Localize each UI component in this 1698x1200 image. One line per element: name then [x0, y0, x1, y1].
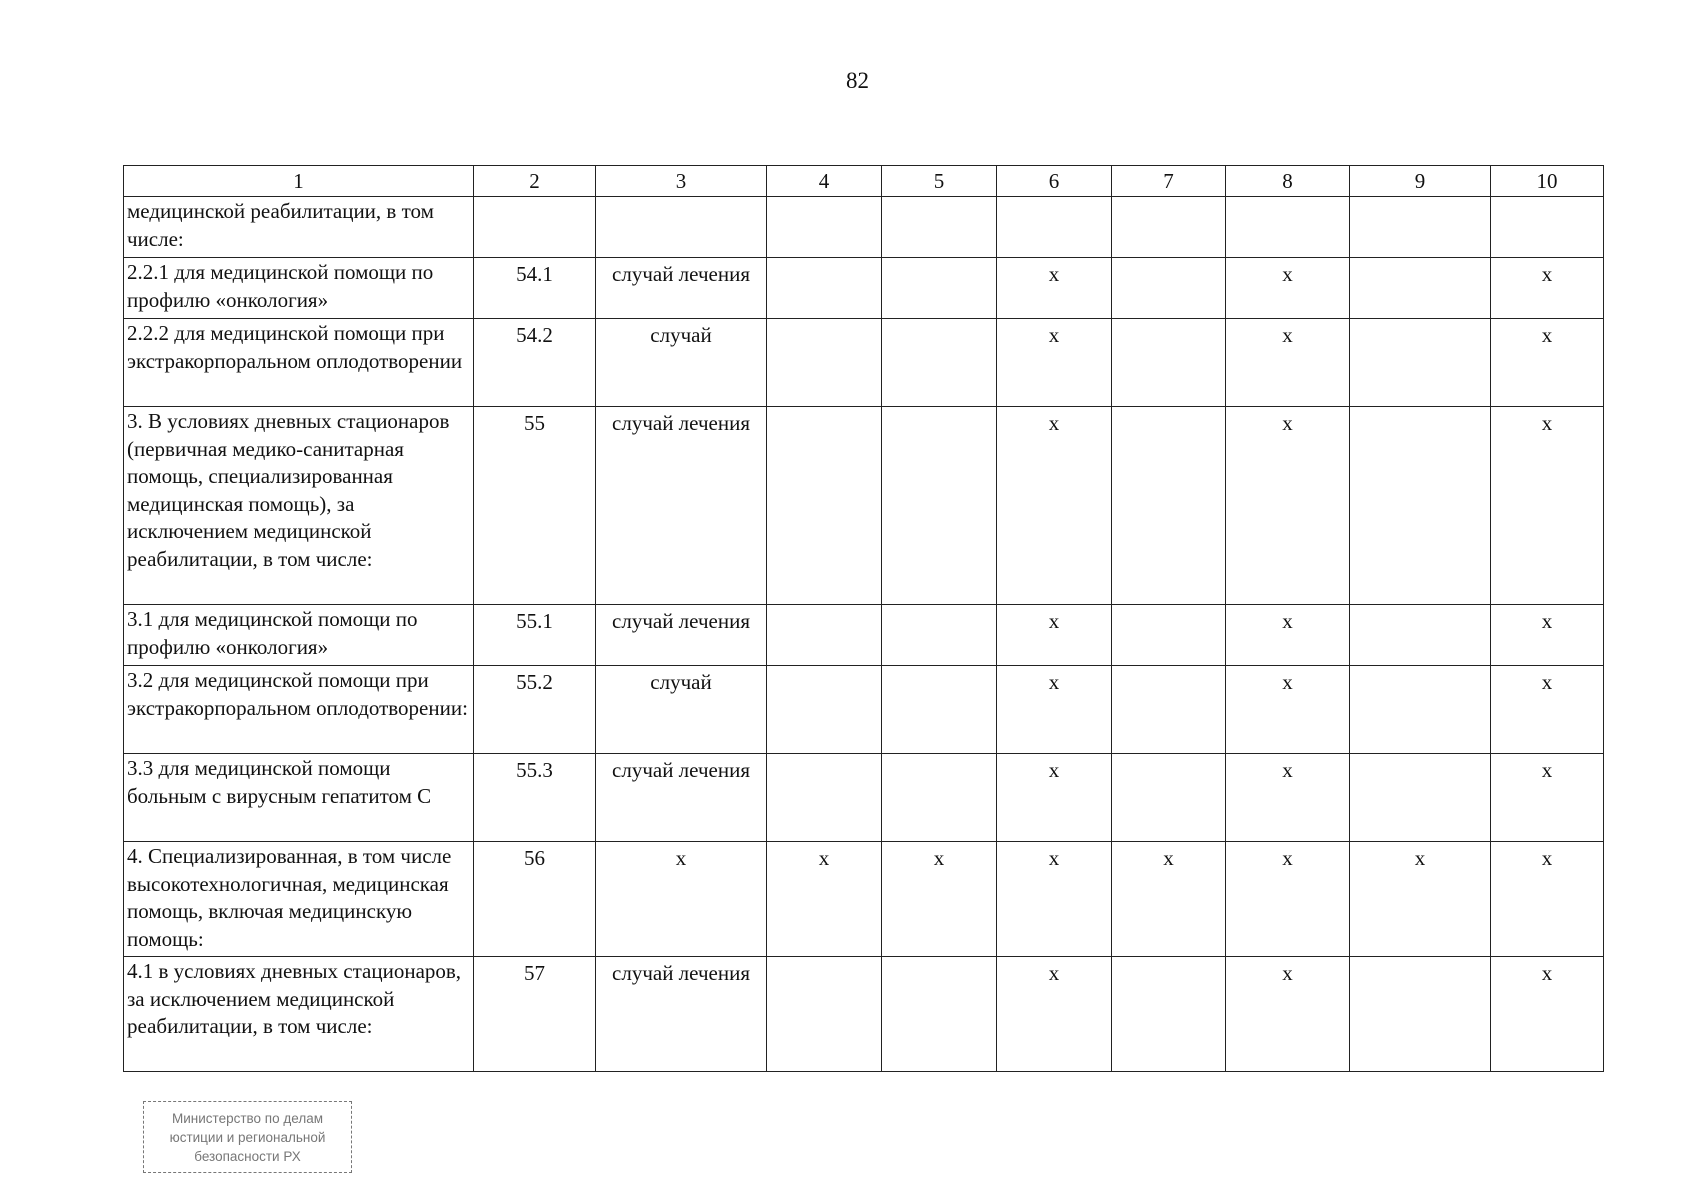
cell-value: х — [933, 846, 945, 870]
table-cell — [882, 407, 997, 605]
column-header: 2 — [474, 166, 596, 197]
table-cell — [997, 407, 1112, 605]
table-cell — [1350, 319, 1491, 407]
cell-value: случай — [650, 670, 712, 694]
registration-stamp — [143, 1101, 352, 1173]
cell-value: х — [1541, 758, 1553, 782]
table-cell — [1112, 258, 1226, 319]
table-cell — [882, 842, 997, 957]
table-cell — [1112, 957, 1226, 1072]
cell-value: х — [675, 846, 687, 870]
row-name-cell: 4. Специализированная, в том числе высокотехнологичная, медицинская помощь, включая медицинскую помощь: — [124, 842, 474, 957]
table-cell — [596, 258, 767, 319]
cell-value: х — [1282, 609, 1293, 633]
table-cell — [1350, 754, 1491, 842]
table-cell — [1112, 842, 1226, 957]
cell-value: х — [1541, 323, 1553, 347]
table-cell — [767, 754, 882, 842]
column-header: 8 — [1226, 166, 1350, 197]
table-cell — [882, 605, 997, 666]
cell-value: х — [1048, 670, 1060, 694]
cell-value: х — [1048, 262, 1060, 286]
cell-value: х — [1048, 758, 1060, 782]
table-row — [124, 754, 1604, 842]
table-cell — [1491, 407, 1604, 605]
table-cell — [596, 842, 767, 957]
table-cell — [1491, 666, 1604, 754]
table-cell — [997, 319, 1112, 407]
cell-value: х — [1048, 846, 1060, 870]
table-cell — [767, 605, 882, 666]
table-row — [124, 197, 1604, 258]
table-cell — [596, 197, 767, 258]
table-cell — [882, 319, 997, 407]
table-cell — [474, 407, 596, 605]
cell-value: х — [1541, 961, 1553, 985]
cell-value: случай — [650, 323, 712, 347]
cell-value: х — [1163, 846, 1174, 870]
cell-value: х — [1048, 609, 1060, 633]
table-cell — [882, 666, 997, 754]
table-cell — [1491, 258, 1604, 319]
table-cell — [596, 754, 767, 842]
table-cell — [1226, 666, 1350, 754]
table-cell — [596, 319, 767, 407]
column-header: 9 — [1350, 166, 1491, 197]
table-cell — [1112, 605, 1226, 666]
cell-value: случай лечения — [612, 758, 750, 782]
cell-value: х — [1414, 846, 1426, 870]
table-cell — [1491, 319, 1604, 407]
table-cell — [474, 842, 596, 957]
table-row — [124, 666, 1604, 754]
table-cell — [1112, 754, 1226, 842]
table-cell — [1350, 197, 1491, 258]
table-cell — [997, 605, 1112, 666]
cell-value: х — [1282, 262, 1293, 286]
cell-value: случай лечения — [612, 411, 750, 435]
column-header: 7 — [1112, 166, 1226, 197]
table-cell — [1112, 319, 1226, 407]
table-cell — [1226, 842, 1350, 957]
cell-value: х — [1048, 411, 1060, 435]
table-header-row — [124, 166, 1604, 197]
table-row — [124, 319, 1604, 407]
cell-value: х — [1541, 411, 1553, 435]
table-cell — [1491, 605, 1604, 666]
column-header: 6 — [997, 166, 1112, 197]
cell-value: х — [1282, 411, 1293, 435]
cell-value: случай лечения — [612, 609, 750, 633]
table-row — [124, 407, 1604, 605]
table-cell — [596, 666, 767, 754]
table-row — [124, 258, 1604, 319]
table-cell — [1226, 197, 1350, 258]
cell-value: х — [1541, 846, 1553, 870]
cell-value: 54.2 — [516, 323, 553, 347]
table-cell — [997, 258, 1112, 319]
table-cell — [1226, 319, 1350, 407]
table-cell — [1112, 666, 1226, 754]
cell-value: х — [1541, 262, 1553, 286]
table-cell — [474, 605, 596, 666]
stamp-line: юстиции и региональной — [169, 1130, 326, 1145]
cell-value: х — [1282, 846, 1293, 870]
table-cell — [1350, 258, 1491, 319]
row-name-cell: 4.1 в условиях дневных стационаров, за исключением медицинской реабилитации, в том числе: — [124, 957, 474, 1072]
table-cell — [882, 957, 997, 1072]
table-cell — [596, 407, 767, 605]
table-cell — [1226, 754, 1350, 842]
cell-value: случай лечения — [612, 961, 750, 985]
table-cell — [767, 197, 882, 258]
row-name-cell: медицинской реабилитации, в том числе: — [124, 197, 474, 258]
cell-value: х — [1541, 609, 1553, 633]
table-cell — [1491, 957, 1604, 1072]
cell-value: 54.1 — [516, 262, 553, 286]
cell-value: х — [1541, 670, 1553, 694]
stamp-line: безопасности РХ — [194, 1149, 301, 1164]
table-cell — [1226, 957, 1350, 1072]
cell-value: х — [818, 846, 830, 870]
column-header: 1 — [124, 166, 474, 197]
cell-value: 57 — [524, 961, 545, 985]
table-cell — [474, 957, 596, 1072]
table-cell — [767, 319, 882, 407]
row-name-cell: 2.2.1 для медицинской помощи по профилю «онкология» — [124, 258, 474, 319]
stamp-line: Министерство по делам — [172, 1111, 323, 1126]
table-cell — [1226, 407, 1350, 605]
cell-value: х — [1282, 670, 1293, 694]
table-cell — [882, 258, 997, 319]
table-cell — [882, 754, 997, 842]
table-cell — [474, 258, 596, 319]
cell-value: х — [1048, 323, 1060, 347]
data-table — [123, 165, 1604, 1072]
table-cell — [997, 957, 1112, 1072]
table-cell — [997, 754, 1112, 842]
row-name-cell: 3. В условиях дневных стационаров (первичная медико-санитарная помощь, специализированная медицинская помощь), за исключением медицинской реабилитации, в том числе: — [124, 407, 474, 605]
table-cell — [997, 666, 1112, 754]
table-cell — [1226, 605, 1350, 666]
table-cell — [596, 605, 767, 666]
table-cell — [474, 754, 596, 842]
table-cell — [1491, 754, 1604, 842]
cell-value: 55.1 — [516, 609, 553, 633]
table-cell — [1350, 842, 1491, 957]
table-cell — [767, 258, 882, 319]
table-cell — [596, 957, 767, 1072]
table-cell — [997, 197, 1112, 258]
table-cell — [1350, 407, 1491, 605]
cell-value: х — [1282, 323, 1293, 347]
table-row — [124, 957, 1604, 1072]
table-row — [124, 605, 1604, 666]
table-cell — [474, 319, 596, 407]
cell-value: х — [1048, 961, 1060, 985]
cell-value: х — [1282, 758, 1293, 782]
table-cell — [882, 197, 997, 258]
cell-value: х — [1282, 961, 1293, 985]
table-cell — [1350, 666, 1491, 754]
table-cell — [1491, 842, 1604, 957]
table-cell — [1226, 258, 1350, 319]
row-name-cell: 2.2.2 для медицинской помощи при экстракорпоральном оплодотворении — [124, 319, 474, 407]
table-cell — [997, 842, 1112, 957]
table-cell — [1491, 197, 1604, 258]
cell-value: 55.2 — [516, 670, 553, 694]
table-cell — [1350, 957, 1491, 1072]
page-number: 82 — [846, 68, 869, 93]
column-header: 10 — [1491, 166, 1604, 197]
table-cell — [474, 197, 596, 258]
table-cell — [767, 957, 882, 1072]
column-header: 5 — [882, 166, 997, 197]
row-name-cell: 3.2 для медицинской помощи при экстракорпоральном оплодотворении: — [124, 666, 474, 754]
row-name-cell: 3.1 для медицинской помощи по профилю «онкология» — [124, 605, 474, 666]
table-cell — [767, 407, 882, 605]
table-cell — [1350, 605, 1491, 666]
table-cell — [1112, 407, 1226, 605]
column-header: 3 — [596, 166, 767, 197]
cell-value: 55.3 — [516, 758, 553, 782]
table-cell — [767, 666, 882, 754]
cell-value: 55 — [524, 411, 545, 435]
table-row — [124, 842, 1604, 957]
table-cell — [474, 666, 596, 754]
cell-value: 56 — [524, 846, 545, 870]
table-cell — [1112, 197, 1226, 258]
row-name-cell: 3.3 для медицинской помощи больным с вирусным гепатитом С — [124, 754, 474, 842]
cell-value: случай лечения — [612, 262, 750, 286]
table-cell — [767, 842, 882, 957]
column-header: 4 — [767, 166, 882, 197]
